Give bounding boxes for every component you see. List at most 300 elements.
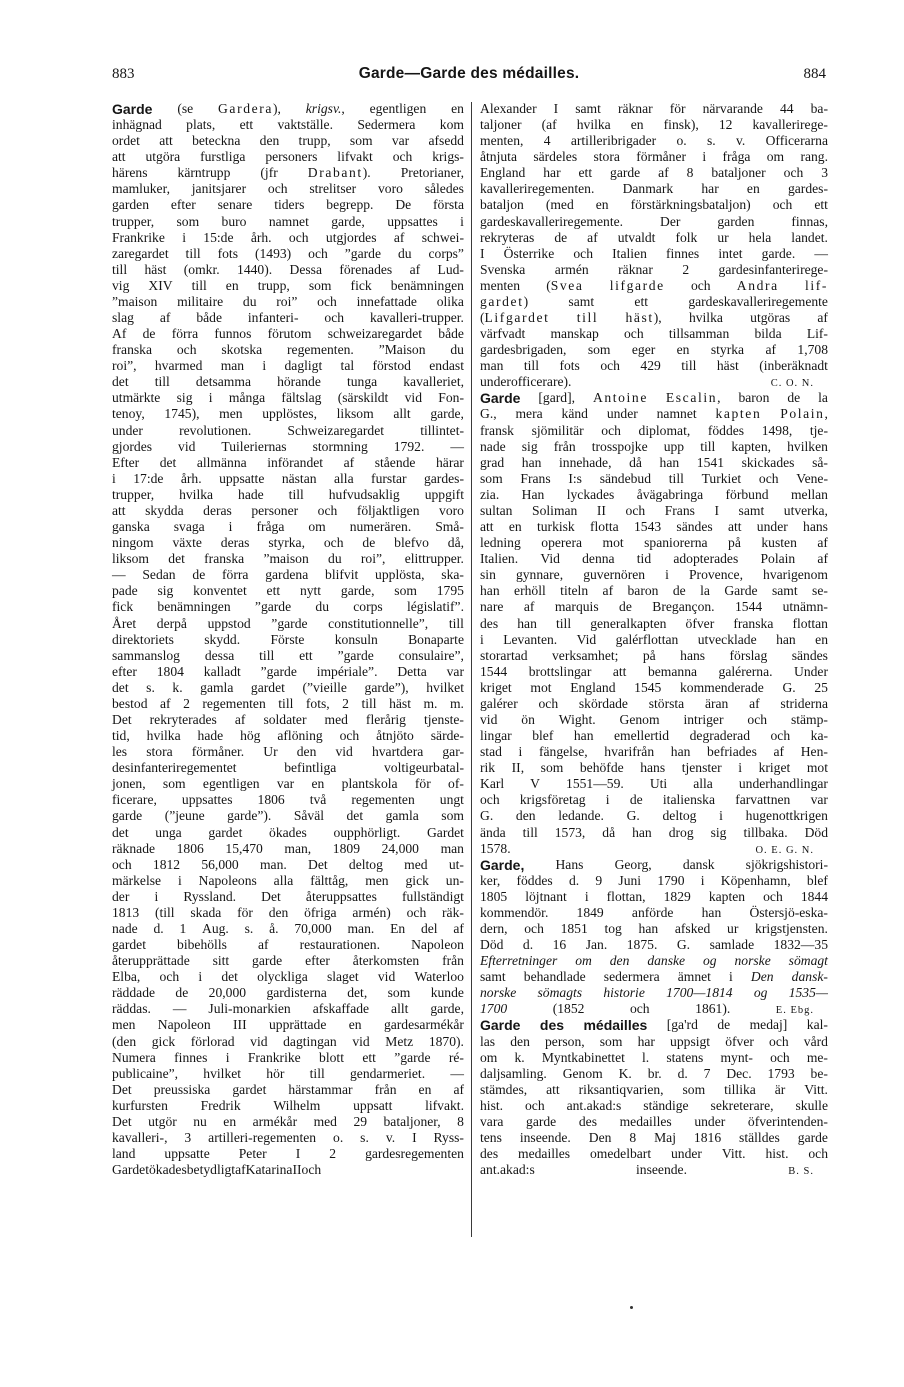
text-run: regementen: [351, 792, 415, 808]
text-run: kalladt: [203, 663, 241, 679]
text-line: [112, 471, 464, 487]
word: [267, 583, 281, 599]
word: [391, 278, 464, 294]
text-run: detsamma: [195, 374, 251, 390]
text-run: man,: [284, 840, 312, 856]
word: [432, 149, 464, 165]
word: [158, 1017, 211, 1033]
word: [350, 519, 412, 535]
word: [175, 985, 188, 1001]
text-run: skördade: [578, 695, 628, 711]
word: [480, 439, 506, 455]
text-run: anförde: [631, 904, 674, 920]
word: [676, 133, 686, 149]
text-run: samt: [575, 101, 601, 116]
text-run: denna: [582, 551, 615, 567]
text-run: en: [311, 776, 325, 792]
text-run: i: [182, 229, 186, 245]
text-run: fängelse,: [538, 744, 588, 760]
author-signature: B. S.: [788, 1166, 814, 1178]
text-run: blott: [319, 1049, 344, 1065]
word: [420, 423, 464, 439]
word: [112, 519, 150, 535]
word: [539, 744, 588, 760]
text-run: i: [738, 760, 743, 776]
text-run: elittrupper.: [404, 551, 464, 567]
word: [143, 326, 156, 342]
text-run: 1440).: [237, 261, 273, 277]
text-run: Turkiet: [701, 470, 742, 486]
word: [165, 808, 205, 824]
text-run: slag: [112, 310, 134, 326]
text-line: [480, 937, 828, 953]
text-run: till: [523, 358, 539, 374]
text-run: hufvudsaklig: [328, 486, 400, 502]
word: [632, 825, 652, 841]
text-run: var: [810, 792, 828, 808]
text-line: [480, 583, 828, 599]
text-run: skotska: [221, 342, 263, 358]
word: [767, 149, 784, 165]
text-run: de: [362, 535, 376, 551]
word: [791, 487, 828, 503]
text-run: Frankrike: [247, 1049, 301, 1065]
text-run: 1812: [152, 856, 181, 872]
text-run: dern,: [480, 920, 508, 936]
word: [388, 985, 411, 1001]
word: [540, 1017, 564, 1033]
word: [503, 632, 557, 648]
text-run: utnämn-: [782, 599, 828, 615]
text-run: man: [480, 358, 504, 374]
text-run: spaniorerna: [644, 535, 708, 551]
text-run: 8: [629, 1130, 637, 1145]
text-run: Peter: [238, 1146, 267, 1162]
word: [728, 535, 741, 551]
text-line: [112, 1162, 464, 1178]
text-line: [480, 1082, 828, 1098]
word: [693, 776, 713, 792]
text-run: den: [515, 808, 536, 824]
word: [146, 680, 155, 696]
text-run: Såväl: [293, 808, 325, 824]
text-run: uppsattes: [181, 792, 233, 808]
word: [763, 889, 783, 905]
italic-text: krigsv.: [305, 101, 342, 116]
word: [480, 1034, 495, 1050]
word: [683, 857, 715, 873]
text-run: det: [112, 824, 129, 840]
text-line: [480, 969, 828, 985]
word: [579, 165, 593, 181]
word: [804, 1082, 828, 1098]
text-run: stämdes,: [480, 1081, 528, 1097]
word: [817, 310, 828, 326]
word: [698, 632, 757, 648]
text-run: Myntkabinettet: [541, 1049, 625, 1065]
word: [112, 487, 154, 503]
text-run: ficerare,: [112, 792, 157, 808]
text-run: sedermera: [603, 969, 660, 985]
word: [407, 905, 427, 921]
text-run: direktoriets: [112, 631, 174, 647]
word: [385, 1034, 413, 1050]
text-run: vid: [404, 390, 422, 406]
word: [595, 873, 602, 889]
text-run: Alexander: [480, 101, 537, 116]
word: [556, 616, 571, 632]
text-run: den: [268, 904, 289, 920]
text-run: v.: [735, 133, 746, 149]
text-run: bataljoner: [711, 165, 766, 181]
word: [371, 471, 406, 487]
word: [407, 599, 464, 615]
word: [434, 1130, 464, 1146]
text-run: du: [315, 599, 329, 615]
word: [803, 519, 828, 535]
word: [201, 1098, 241, 1114]
word: [213, 953, 230, 969]
text-run: fots: [559, 358, 580, 374]
word: [543, 165, 560, 181]
word: [757, 519, 788, 535]
text-run: att: [612, 663, 627, 679]
word: [198, 728, 224, 744]
word: [480, 1050, 497, 1066]
text-run: voro: [439, 502, 464, 518]
word: [112, 599, 133, 615]
word: [480, 648, 528, 664]
word: [424, 712, 464, 728]
text-run: constitutionnelle”,: [328, 615, 429, 631]
text-run: kriget: [480, 679, 512, 695]
word: [438, 326, 464, 342]
word: [814, 680, 828, 696]
word: [515, 1050, 525, 1066]
word: [538, 696, 558, 712]
text-run: o.: [676, 133, 687, 149]
text-run: ett: [362, 1049, 376, 1065]
word: [555, 599, 599, 615]
word: [761, 535, 797, 551]
text-run: deltog: [348, 856, 383, 872]
word: [519, 744, 523, 760]
text-run: och: [625, 502, 646, 518]
word: [226, 1050, 230, 1066]
text-run: I: [714, 502, 719, 518]
italic-text: den: [609, 953, 630, 969]
word: [394, 230, 405, 246]
word: [541, 760, 564, 776]
word: [457, 1114, 464, 1130]
word: [382, 841, 419, 857]
text-run: behandlade: [523, 969, 586, 985]
word: [675, 230, 697, 246]
word: [375, 567, 424, 583]
word: [192, 744, 244, 760]
word: [260, 133, 280, 149]
text-run: det: [221, 969, 238, 985]
word: [182, 792, 233, 808]
word: [577, 632, 597, 648]
text-line: [112, 857, 464, 873]
word: [269, 1017, 326, 1033]
text-run: men: [365, 872, 389, 888]
text-line: [480, 471, 828, 487]
word: [688, 294, 828, 310]
text-run: man.: [259, 856, 287, 872]
text-run: Italien.: [480, 551, 519, 567]
word: [524, 358, 539, 374]
text-run: men: [219, 406, 243, 422]
text-run: hans: [803, 519, 828, 535]
text-run: de: [717, 1017, 731, 1033]
text-run: l.: [642, 1049, 650, 1065]
word: [711, 342, 744, 358]
text-run: förstod: [372, 358, 411, 374]
spaced-name: Antoine: [592, 390, 648, 406]
word: [255, 246, 291, 262]
text-run: och: [600, 358, 620, 374]
word: [304, 905, 336, 921]
spaced-name: kapten: [715, 406, 762, 422]
word: [338, 648, 374, 664]
word: [722, 1146, 746, 1162]
text-run: begrepp.: [326, 197, 374, 213]
text-run: och: [480, 792, 500, 808]
text-run: furstar: [371, 470, 407, 486]
text-run: uppsatte: [164, 1146, 210, 1162]
text-run: Frans: [664, 502, 695, 518]
text-run: Georg,: [614, 856, 652, 872]
word: [529, 664, 592, 680]
word: [112, 985, 155, 1001]
text-run: —: [450, 438, 464, 454]
spaced-name: gardet: [480, 293, 524, 309]
text-run: ”garde: [260, 663, 297, 679]
text-run: Frans: [520, 470, 551, 486]
text-run: räknar: [618, 261, 653, 277]
text-run: sitt: [212, 953, 230, 969]
word: [277, 728, 322, 744]
text-run: Wilhelm: [273, 1097, 321, 1113]
word: [251, 230, 272, 246]
word: [248, 1050, 301, 1066]
text-run: 2: [682, 261, 690, 277]
word: [743, 825, 787, 841]
text-run: med: [324, 711, 348, 727]
word: [739, 503, 765, 519]
word: [152, 1034, 175, 1050]
text-run: 1844: [800, 888, 828, 904]
text-run: af: [817, 535, 828, 551]
word: [718, 246, 742, 262]
word: [805, 825, 828, 841]
word: [538, 390, 575, 406]
text-run: Der: [660, 213, 681, 229]
word: [335, 632, 378, 648]
text-run: garden: [717, 213, 755, 229]
text-line: [112, 905, 464, 921]
word: [632, 905, 674, 921]
word: [112, 905, 139, 921]
word: [702, 471, 742, 487]
word: [480, 197, 524, 213]
text-line: [480, 1146, 828, 1162]
text-run: hugenottkrigen: [745, 808, 828, 824]
word: [480, 760, 495, 776]
text-run: styrka,: [268, 535, 305, 551]
word: [357, 294, 417, 310]
text-run: land: [112, 1146, 136, 1162]
text-line: [112, 310, 464, 326]
text-run: o.: [333, 1130, 344, 1145]
word: [340, 728, 360, 744]
spaced-name: Drabant: [307, 165, 363, 181]
word: [258, 792, 285, 808]
text-line: [112, 776, 464, 792]
word: [196, 310, 222, 326]
headword: Garde: [480, 390, 521, 407]
word: [425, 181, 464, 197]
text-run: räk-: [442, 904, 464, 920]
word: [201, 857, 238, 873]
word: [112, 841, 155, 857]
text-run: som: [349, 133, 373, 149]
text-run: Genom: [619, 711, 660, 727]
word: [442, 905, 464, 921]
word: [602, 825, 615, 841]
word: [168, 551, 185, 567]
text-run: Vid: [576, 631, 597, 647]
text-run: som: [176, 213, 200, 229]
text-run: 70,000: [294, 920, 332, 936]
word: [480, 455, 504, 471]
word: [300, 937, 380, 953]
word: [480, 326, 525, 342]
text-run: Sedan: [142, 567, 176, 583]
text-run: du: [397, 245, 412, 261]
text-run: till: [185, 245, 201, 261]
word: [724, 583, 757, 599]
word: [197, 455, 247, 471]
text-run: Napoleons: [198, 872, 257, 888]
word: [112, 535, 154, 551]
text-run: svaga: [173, 519, 205, 535]
word: [192, 181, 246, 197]
text-run: [ga'rd: [666, 1017, 698, 1033]
word: [436, 455, 464, 471]
text-run: och: [308, 245, 328, 261]
word: [144, 262, 166, 278]
word: [759, 358, 828, 374]
text-run: unga: [155, 824, 182, 840]
word: [310, 792, 327, 808]
text-run: gardeskavalleriregemente.: [480, 213, 624, 229]
text-line: [480, 616, 828, 632]
word: [112, 1114, 132, 1130]
text-run: Han: [521, 486, 545, 502]
text-line: [112, 1146, 464, 1162]
word: [575, 953, 592, 969]
headword: Garde,: [480, 856, 525, 873]
word: [690, 728, 750, 744]
word: [637, 551, 651, 567]
text-run: Det: [261, 888, 281, 904]
word: [673, 551, 738, 567]
word: [282, 471, 317, 487]
word: [393, 149, 413, 165]
text-run: plantskola: [341, 776, 398, 792]
text-run: med: [313, 1113, 337, 1129]
text-run: till: [191, 277, 207, 293]
text-run: men: [112, 1017, 136, 1033]
text-line: [112, 792, 464, 808]
text-run: turkisk: [536, 519, 575, 535]
word: [687, 165, 694, 181]
text-run: ),: [653, 310, 662, 326]
word: [812, 455, 828, 471]
text-run: la: [700, 583, 710, 599]
italic-text: norske: [734, 953, 771, 969]
text-run: garde”).: [227, 808, 272, 824]
text-run: 1851: [560, 920, 588, 936]
word: [754, 985, 768, 1001]
word: [159, 133, 173, 149]
word: [590, 616, 666, 632]
text-run: under: [671, 1146, 702, 1162]
text-run: regementen.: [287, 342, 354, 358]
text-run: gynnare,: [515, 567, 564, 583]
text-run: afsked: [674, 920, 711, 936]
word: [263, 712, 306, 728]
word: [762, 423, 793, 439]
text-run: Det: [112, 711, 132, 727]
text-run: 1551—59.: [566, 776, 624, 792]
word: [112, 246, 169, 262]
text-line: [480, 632, 828, 648]
word: [112, 1146, 135, 1162]
text-run: allt: [393, 406, 411, 422]
word: [526, 1114, 556, 1130]
word: [203, 230, 233, 246]
text-run: och: [770, 1049, 790, 1065]
word: [300, 583, 321, 599]
text-run: till: [681, 358, 697, 374]
word: [199, 873, 257, 889]
text-run: 1829: [663, 888, 691, 904]
text-line: [480, 1034, 828, 1050]
word: [203, 776, 260, 792]
word: [353, 953, 419, 969]
word: [155, 358, 203, 374]
word: [112, 197, 149, 213]
text-run: äran: [704, 695, 729, 711]
word: [426, 680, 464, 696]
text-line: [480, 841, 828, 857]
word: [112, 1082, 132, 1098]
word: [817, 551, 828, 567]
text-run: sändes: [676, 519, 713, 535]
text-run: V: [530, 776, 540, 792]
word: [480, 358, 503, 374]
word: [399, 648, 464, 664]
word: [553, 937, 567, 953]
text-run: blef: [532, 728, 554, 744]
word: [184, 1130, 191, 1146]
word: [504, 246, 555, 262]
word: [480, 390, 520, 406]
